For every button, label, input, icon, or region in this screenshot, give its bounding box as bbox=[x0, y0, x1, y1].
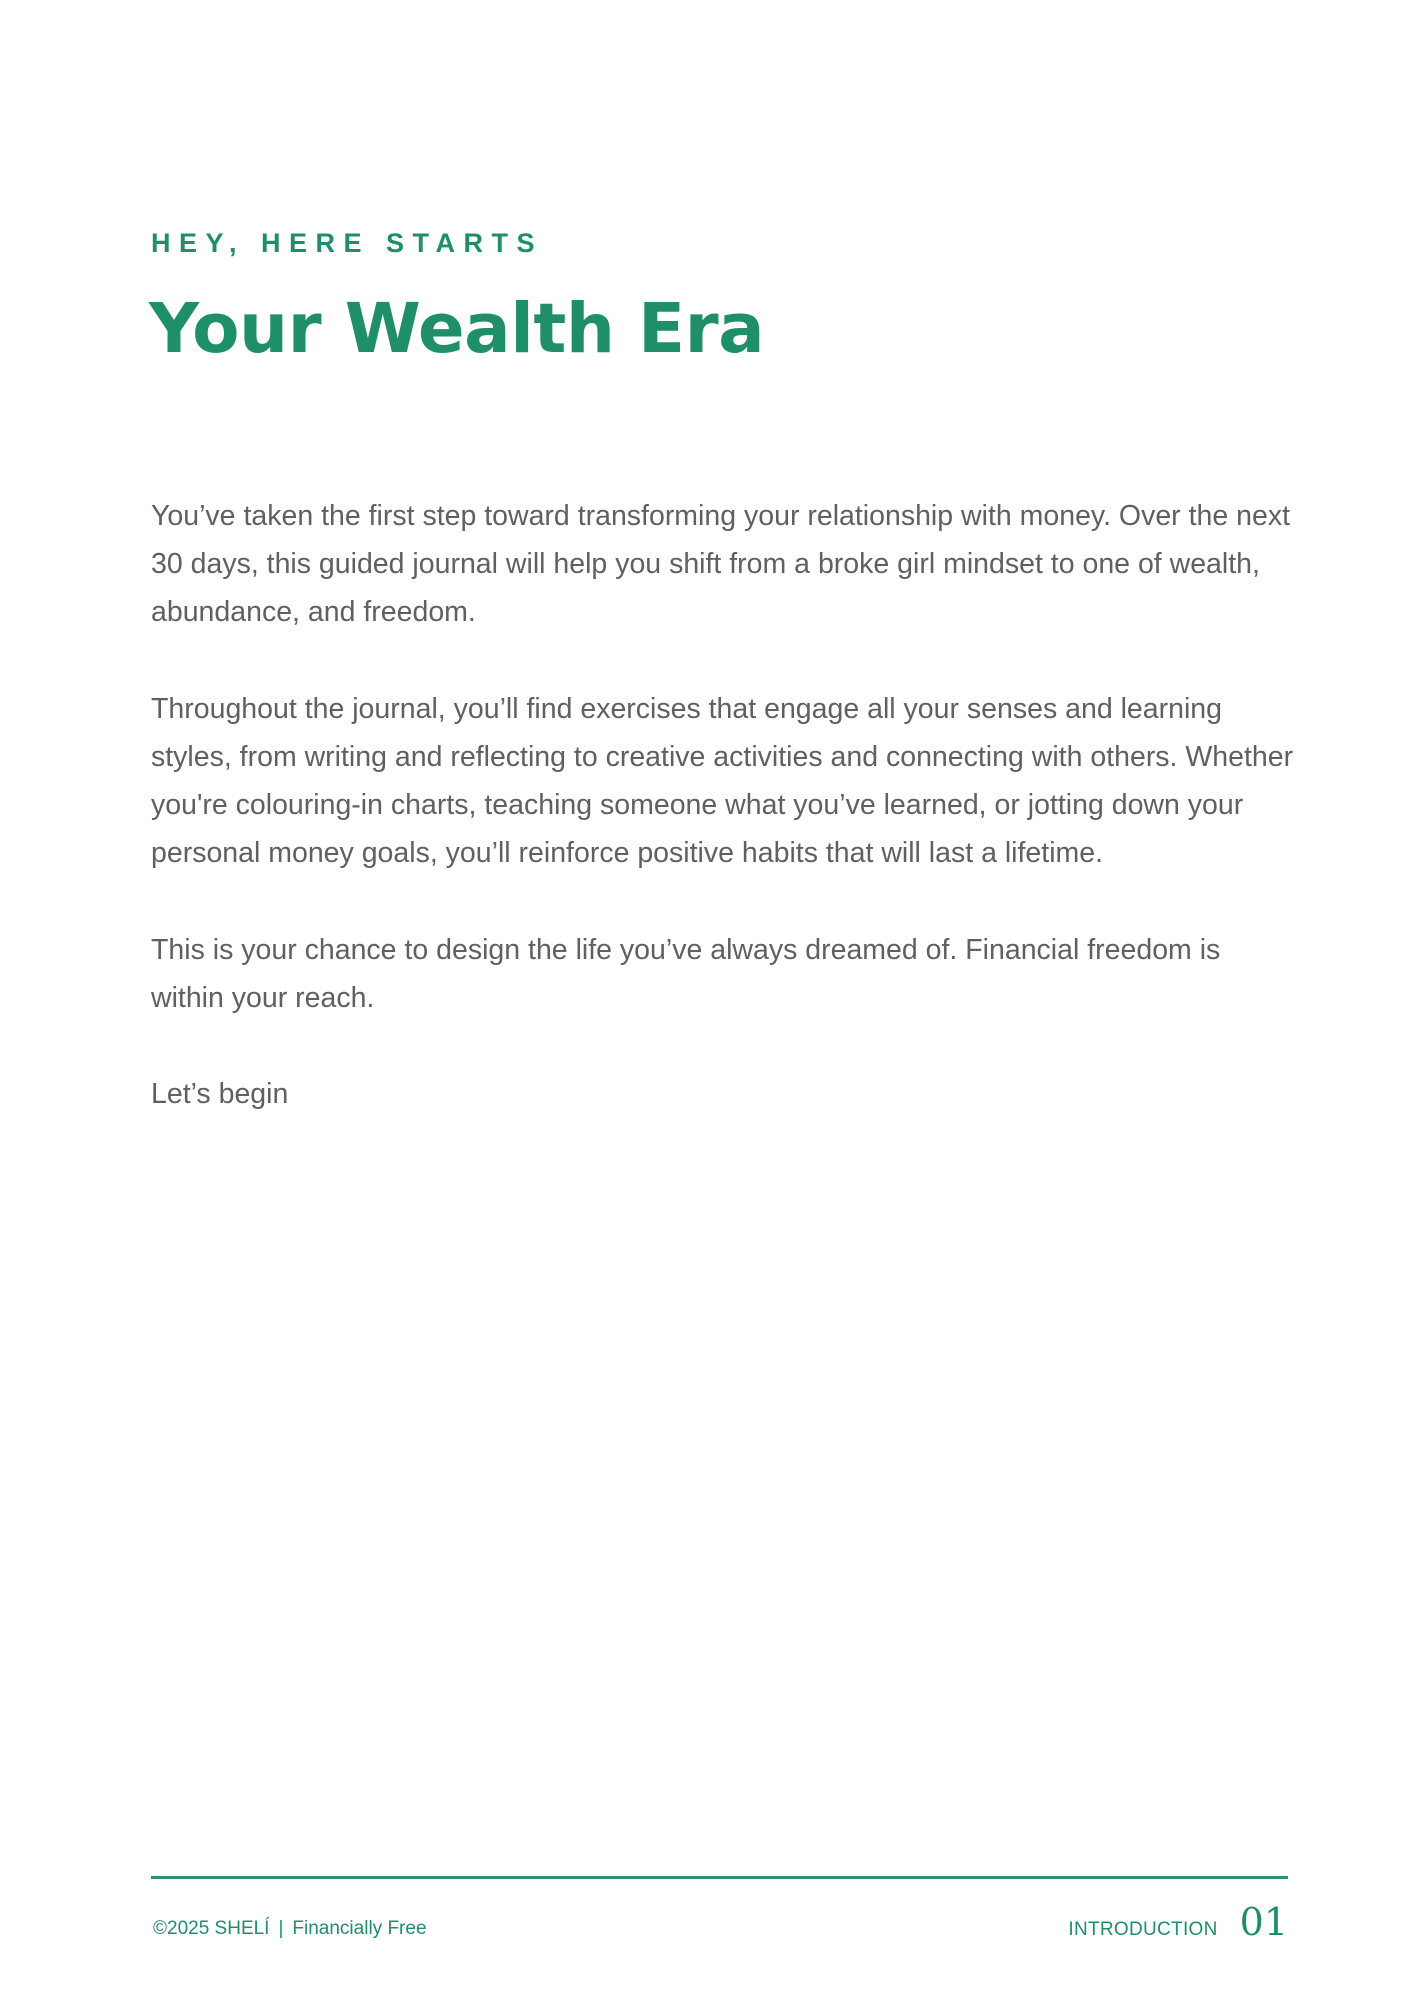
design-life-paragraph: This is your chance to design the life you’ve always dreamed of. Financial freedom is within your reach. bbox=[151, 933, 1221, 1014]
footer-credit bbox=[153, 1918, 427, 1940]
footer-section-info bbox=[1068, 1900, 1288, 1944]
page-number: 01 bbox=[1239, 1900, 1288, 1944]
page-title: Your Wealth Era bbox=[149, 289, 765, 369]
body-text bbox=[151, 492, 1301, 1167]
publication-name: Financially Free bbox=[292, 1918, 427, 1939]
eyebrow-heading: HEY, HERE STARTS bbox=[151, 228, 544, 258]
section-label: INTRODUCTION bbox=[1068, 1919, 1218, 1940]
exercises-paragraph: Throughout the journal, you’ll find exercises that engage all your senses and learning styles, from writing and reflecting to creative activities and connecting with others. Whether you're colouring-in charts, teaching someone what you’ve learned, or jotting down your personal money goals, you’ll reinforce positive habits that will last a lifetime. bbox=[151, 692, 1294, 870]
footer-separator: | bbox=[278, 1918, 284, 1939]
closing-line: Let’s begin bbox=[151, 1078, 289, 1111]
copyright-text: ©2025 SHELÍ bbox=[153, 1918, 270, 1939]
intro-paragraph: You’ve taken the first step toward transforming your relationship with money. Over the next 30 days, this guided journal will help you shift from a broke girl mindset to one of wealth, abundance, and freedom. bbox=[151, 500, 1290, 629]
footer-divider bbox=[151, 1876, 1288, 1879]
